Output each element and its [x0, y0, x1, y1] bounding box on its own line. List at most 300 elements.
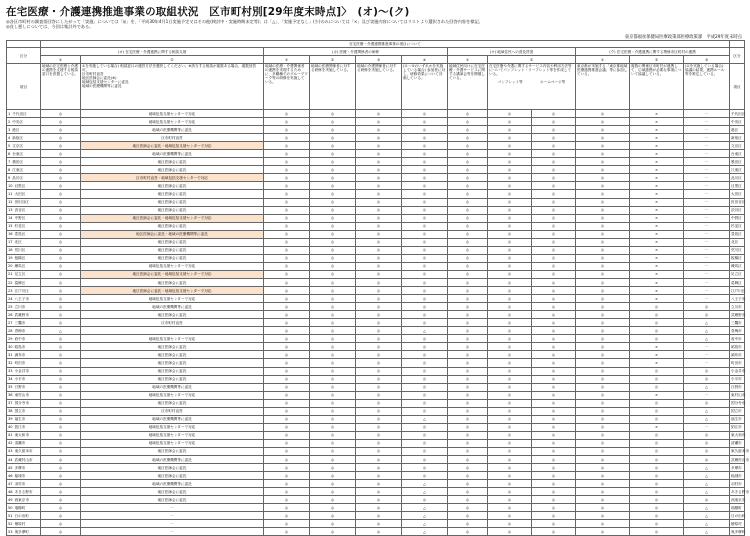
- status-cell: ◎: [264, 287, 310, 295]
- status-cell: △: [684, 327, 730, 335]
- status-cell: △: [684, 504, 730, 512]
- operation-method-cell: 地区医師会に委託: [81, 198, 264, 206]
- status-cell: ◎: [310, 504, 356, 512]
- municipality-name: [7, 254, 41, 262]
- municipality-label: 目黒区: [14, 183, 26, 188]
- municipality-name-right: 福生市: [730, 415, 745, 423]
- table-row: [7, 367, 745, 375]
- note-line: ◎良し悪しについては、今回は集計外である。: [6, 24, 94, 30]
- status-cell: ×: [630, 190, 684, 198]
- status-cell: ◎: [310, 528, 356, 536]
- status-cell: ◎: [488, 262, 532, 270]
- status-cell: －: [684, 343, 730, 351]
- status-cell: ◎: [41, 142, 81, 150]
- municipality-name: [7, 456, 41, 464]
- status-cell: ◎: [41, 512, 81, 520]
- operation-method-cell: 地区医師会に委託・地域包括支援センターで対応: [81, 214, 264, 222]
- status-cell: ◎: [41, 246, 81, 254]
- status-cell: ◎: [41, 198, 81, 206]
- municipality-name: [7, 391, 41, 399]
- status-cell: ◎: [532, 262, 576, 270]
- operation-method-cell: 地区医師会に委託: [81, 399, 264, 407]
- table-row: [7, 520, 745, 528]
- municipality-name-right: 三鷹市: [730, 319, 745, 327]
- status-cell: ◎: [488, 528, 532, 536]
- row-number: 44: [8, 457, 13, 462]
- status-cell: ◎: [356, 295, 402, 303]
- status-cell: ◎: [264, 375, 310, 383]
- status-cell: ◎: [488, 423, 532, 431]
- item-header-text: 在宅医療や介護に関するサービス内容や利用方法等についてパンフレット・リーフレット等を作成している。: [489, 64, 572, 76]
- status-cell: ◎: [576, 327, 630, 335]
- municipality-name-right: 清瀬市: [730, 439, 745, 447]
- municipality-name: [7, 439, 41, 447]
- status-cell: ◎: [532, 287, 576, 295]
- status-cell: ◎: [356, 158, 402, 166]
- status-cell: ◎: [532, 431, 576, 439]
- municipality-name-right: 青梅市: [730, 327, 745, 335]
- operation-method-cell: 地域包括支援センターで対応: [81, 431, 264, 439]
- group-header-ka: (カ) 医療・介護関係者の研修: [264, 48, 448, 56]
- status-cell: ◎: [532, 182, 576, 190]
- municipality-name: [7, 359, 41, 367]
- status-cell: ◎: [310, 222, 356, 230]
- status-cell: －: [684, 222, 730, 230]
- table-row: [7, 351, 745, 359]
- status-cell: ◎: [488, 431, 532, 439]
- koumoku-header-right: 項目: [730, 64, 745, 110]
- row-number: 4: [8, 135, 11, 140]
- municipality-name-right: 小金井市: [730, 367, 745, 375]
- status-cell: ◎: [402, 439, 448, 447]
- status-cell: ◎: [264, 488, 310, 496]
- municipality-label: 江戸川区: [14, 288, 29, 293]
- status-cell: ◎: [264, 206, 310, 214]
- table-row: [7, 456, 745, 464]
- status-cell: ◎: [448, 399, 488, 407]
- municipality-name: [7, 262, 41, 270]
- municipality-name-right: 奥多摩町: [730, 528, 745, 536]
- table-row: [7, 383, 745, 391]
- status-cell: ◎: [448, 110, 488, 118]
- status-cell: ◎: [532, 480, 576, 488]
- status-cell: ◎: [576, 359, 630, 367]
- municipality-name-right: 杉並区: [730, 222, 745, 230]
- municipality-name: [7, 423, 41, 431]
- status-cell: ◎: [576, 520, 630, 528]
- status-cell: ◎: [532, 126, 576, 134]
- status-cell: ◎: [264, 431, 310, 439]
- municipality-label: 三鷹市: [14, 320, 26, 325]
- status-cell: ◎: [532, 246, 576, 254]
- municipality-name: [7, 110, 41, 118]
- status-cell: ◎: [356, 456, 402, 464]
- row-number: 49: [8, 497, 13, 502]
- status-cell: ×: [630, 198, 684, 206]
- status-cell: ◎: [356, 118, 402, 126]
- num-header: ①: [576, 56, 630, 64]
- status-cell: ◎: [488, 399, 532, 407]
- row-number: 50: [8, 505, 13, 510]
- status-cell: ◎: [448, 431, 488, 439]
- table-row: [7, 431, 745, 439]
- status-cell: ◎: [310, 166, 356, 174]
- municipality-name: [7, 528, 41, 536]
- status-cell: ◎: [576, 311, 630, 319]
- status-cell: ◎: [356, 480, 402, 488]
- operation-method-cell: 地域包括支援センターで対応: [81, 335, 264, 343]
- status-cell: ◎: [356, 278, 402, 286]
- status-cell: ◎: [576, 496, 630, 504]
- status-cell: ◎: [488, 512, 532, 520]
- status-cell: ×: [630, 343, 684, 351]
- municipality-name: [7, 206, 41, 214]
- status-cell: ◎: [402, 110, 448, 118]
- status-cell: ◎: [576, 303, 630, 311]
- municipality-name-right: 荒川区: [730, 246, 745, 254]
- status-cell: ×: [630, 359, 684, 367]
- status-cell: ◎: [356, 222, 402, 230]
- municipality-label: あきる野市: [14, 489, 33, 494]
- row-number: 2: [8, 119, 11, 124]
- municipality-name-right: 江東区: [730, 166, 745, 174]
- status-cell: ×: [630, 174, 684, 182]
- status-cell: ◎: [532, 270, 576, 278]
- status-cell: ◎: [310, 295, 356, 303]
- status-cell: ×: [630, 278, 684, 286]
- status-cell: ◎: [488, 118, 532, 126]
- status-cell: ◎: [356, 262, 402, 270]
- status-cell: ◎: [576, 351, 630, 359]
- status-cell: ◎: [488, 456, 532, 464]
- status-cell: ◎: [310, 238, 356, 246]
- row-number: 30: [8, 344, 13, 349]
- status-cell: ◎: [41, 375, 81, 383]
- municipality-name-right: 八王子市: [730, 295, 745, 303]
- status-cell: ◎: [402, 359, 448, 367]
- status-cell: ◎: [310, 158, 356, 166]
- status-cell: ◎: [310, 254, 356, 262]
- status-cell: ◎: [448, 254, 488, 262]
- notes: [6, 19, 706, 29]
- table-row: [7, 407, 745, 415]
- status-cell: －: [684, 423, 730, 431]
- status-cell: ◎: [576, 335, 630, 343]
- table-row: [7, 391, 745, 399]
- operation-method-cell: 区市町村直営: [81, 134, 264, 142]
- status-cell: ◎: [264, 504, 310, 512]
- status-cell: ◎: [488, 303, 532, 311]
- municipality-name: [7, 472, 41, 480]
- status-cell: ◎: [448, 496, 488, 504]
- row-number: 3: [8, 127, 11, 132]
- status-cell: ◎: [41, 496, 81, 504]
- municipality-name: [7, 399, 41, 407]
- num-header: ②: [630, 56, 684, 64]
- status-cell: ◎: [310, 512, 356, 520]
- table-row: [7, 415, 745, 423]
- status-cell: ◎: [402, 166, 448, 174]
- row-number: 42: [8, 441, 13, 446]
- status-cell: －: [684, 351, 730, 359]
- status-cell: ◎: [310, 198, 356, 206]
- status-cell: ◎: [264, 311, 310, 319]
- status-cell: ◎: [576, 190, 630, 198]
- status-cell: ◎: [576, 504, 630, 512]
- status-cell: ◎: [41, 311, 81, 319]
- status-cell: ◎: [41, 423, 81, 431]
- status-cell: ◎: [448, 238, 488, 246]
- status-cell: ◎: [532, 190, 576, 198]
- status-cell: ◎: [448, 528, 488, 536]
- status-cell: ◎: [41, 182, 81, 190]
- status-cell: －: [684, 254, 730, 262]
- status-cell: ◎: [532, 423, 576, 431]
- status-cell: ◎: [356, 238, 402, 246]
- status-cell: －: [684, 118, 730, 126]
- status-cell: ◎: [402, 295, 448, 303]
- operation-method-cell: 区市町村直営: [81, 407, 264, 415]
- group-header-row: [7, 48, 745, 56]
- status-cell: ◎: [488, 520, 532, 528]
- status-cell: ◎: [630, 528, 684, 536]
- status-cell: ×: [630, 238, 684, 246]
- municipality-label: 江東区: [12, 167, 24, 172]
- municipality-name-right: 板橋区: [730, 254, 745, 262]
- municipality-name-right: 中野区: [730, 214, 745, 222]
- status-cell: ×: [630, 118, 684, 126]
- status-cell: －: [684, 214, 730, 222]
- status-cell: ◎: [532, 230, 576, 238]
- municipality-name: [7, 150, 41, 158]
- status-cell: ◎: [356, 439, 402, 447]
- status-cell: ×: [630, 166, 684, 174]
- status-cell: －: [684, 150, 730, 158]
- municipality-label: 調布市: [14, 352, 26, 357]
- municipality-name: [7, 214, 41, 222]
- status-cell: ◎: [488, 110, 532, 118]
- table-row: [7, 166, 745, 174]
- status-cell: ◎: [488, 472, 532, 480]
- status-cell: ◎: [264, 246, 310, 254]
- status-cell: ◎: [310, 488, 356, 496]
- table-row: [7, 206, 745, 214]
- status-cell: ◎: [41, 383, 81, 391]
- status-cell: ◎: [448, 262, 488, 270]
- ku-header: 区分: [7, 48, 41, 64]
- status-cell: △: [684, 480, 730, 488]
- operation-method-cell: 地区医師会に委託・地域包括支援センターで対応: [81, 270, 264, 278]
- table-row: [7, 359, 745, 367]
- table-row: [7, 150, 745, 158]
- sub-option: パンフレット等: [497, 80, 523, 84]
- status-cell: ◎: [356, 198, 402, 206]
- status-cell: ◎: [41, 407, 81, 415]
- status-cell: ◎: [264, 238, 310, 246]
- status-cell: ◎: [402, 246, 448, 254]
- status-cell: ◎: [356, 206, 402, 214]
- status-cell: ◎: [630, 456, 684, 464]
- sub-option: 地域包括支援センターに委託: [82, 80, 129, 84]
- status-cell: ◎: [310, 174, 356, 182]
- status-cell: ◎: [402, 311, 448, 319]
- status-cell: ◎: [310, 214, 356, 222]
- municipality-name-right: 豊島区: [730, 230, 745, 238]
- status-cell: △: [684, 528, 730, 536]
- municipality-name-right: 目黒区: [730, 182, 745, 190]
- status-cell: ◎: [356, 230, 402, 238]
- municipality-name-right: あきる野市: [730, 488, 745, 496]
- table-row: [7, 399, 745, 407]
- status-cell: ◎: [264, 126, 310, 134]
- status-cell: ◎: [402, 447, 448, 455]
- status-cell: ◎: [532, 399, 576, 407]
- municipality-name: [7, 278, 41, 286]
- status-cell: ◎: [356, 335, 402, 343]
- status-cell: ◎: [41, 303, 81, 311]
- status-cell: ◎: [356, 520, 402, 528]
- municipality-label: 渋谷区: [14, 208, 26, 213]
- status-cell: ◎: [264, 118, 310, 126]
- status-cell: ◎: [532, 214, 576, 222]
- status-cell: ◎: [402, 134, 448, 142]
- status-cell: ◎: [448, 222, 488, 230]
- status-cell: ◎: [402, 383, 448, 391]
- status-cell: ◎: [264, 166, 310, 174]
- status-cell: ◎: [488, 480, 532, 488]
- status-cell: ◎: [41, 110, 81, 118]
- status-cell: ◎: [576, 158, 630, 166]
- status-cell: －: [684, 206, 730, 214]
- municipality-name-right: 稲城市: [730, 472, 745, 480]
- municipality-label: 練馬区: [14, 264, 26, 269]
- status-cell: ◎: [356, 528, 402, 536]
- municipality-label: 八王子市: [14, 296, 29, 301]
- table-row: [7, 496, 745, 504]
- operation-method-cell: 地区医師会に委託・地域の医療機関等に委託: [81, 230, 264, 238]
- row-number: 23: [8, 288, 13, 293]
- status-cell: ◎: [264, 142, 310, 150]
- municipality-name-right: 西東京市: [730, 496, 745, 504]
- status-cell: ◎: [488, 343, 532, 351]
- municipality-name-right: 大田区: [730, 190, 745, 198]
- municipality-name-right: 国立市: [730, 407, 745, 415]
- table-row: [7, 287, 745, 295]
- municipality-name-right: 国分寺市: [730, 399, 745, 407]
- status-cell: ◎: [310, 480, 356, 488]
- num-header: ②: [81, 56, 264, 64]
- status-cell: ◎: [684, 447, 730, 455]
- sub-option: 地域の医療機関等に委託: [82, 84, 122, 88]
- status-cell: ◎: [488, 142, 532, 150]
- status-cell: ◎: [41, 278, 81, 286]
- status-cell: ◎: [356, 431, 402, 439]
- status-cell: ◎: [532, 174, 576, 182]
- status-cell: ×: [630, 287, 684, 295]
- status-cell: ◎: [41, 431, 81, 439]
- status-cell: －: [684, 270, 730, 278]
- status-cell: ◎: [630, 399, 684, 407]
- status-cell: ◎: [356, 126, 402, 134]
- status-cell: ◎: [532, 142, 576, 150]
- status-cell: ◎: [264, 270, 310, 278]
- status-cell: ×: [630, 158, 684, 166]
- status-cell: ◎: [264, 110, 310, 118]
- status-cell: ×: [630, 150, 684, 158]
- municipality-label: 大田区: [14, 191, 26, 196]
- row-number: 38: [8, 409, 13, 414]
- operation-method-cell: 地域の医療機関等に委託: [81, 415, 264, 423]
- status-cell: ◎: [576, 295, 630, 303]
- status-cell: ◎: [264, 335, 310, 343]
- status-cell: ◎: [448, 158, 488, 166]
- status-cell: ◎: [310, 270, 356, 278]
- status-cell: －: [684, 287, 730, 295]
- status-cell: ◎: [630, 464, 684, 472]
- status-cell: ◎: [310, 383, 356, 391]
- municipality-name: [7, 464, 41, 472]
- row-number: 6: [8, 151, 11, 156]
- status-cell: ◎: [264, 472, 310, 480]
- row-number: 33: [8, 369, 13, 374]
- status-cell: △: [402, 528, 448, 536]
- status-cell: ◎: [356, 383, 402, 391]
- status-cell: ◎: [532, 351, 576, 359]
- status-cell: ◎: [41, 222, 81, 230]
- status-cell: ◎: [488, 166, 532, 174]
- municipality-name-right: 江戸川区: [730, 287, 745, 295]
- municipality-name: [7, 311, 41, 319]
- item-header: (①～③のいずれかを実施している場合) 参加者に対し、研修効果について評価している。: [402, 64, 448, 110]
- municipality-name: [7, 488, 41, 496]
- table-row: [7, 174, 745, 182]
- municipality-label: 東久留米市: [14, 449, 33, 454]
- status-cell: ◎: [488, 496, 532, 504]
- status-cell: △: [684, 407, 730, 415]
- status-cell: ◎: [356, 399, 402, 407]
- row-number: 13: [8, 208, 13, 213]
- table-row: [7, 488, 745, 496]
- status-cell: ◎: [576, 383, 630, 391]
- status-cell: ◎: [264, 174, 310, 182]
- status-cell: ◎: [532, 528, 576, 536]
- status-cell: ◎: [41, 126, 81, 134]
- status-cell: ◎: [448, 206, 488, 214]
- status-cell: ◎: [576, 512, 630, 520]
- status-cell: ◎: [630, 480, 684, 488]
- municipality-name: [7, 126, 41, 134]
- municipality-name: [7, 415, 41, 423]
- status-cell: ◎: [576, 488, 630, 496]
- status-cell: ◎: [310, 311, 356, 319]
- row-number: 27: [8, 320, 13, 325]
- status-cell: ◎: [630, 512, 684, 520]
- table-row: [7, 278, 745, 286]
- table-row: [7, 423, 745, 431]
- municipality-name-right: 東村山市: [730, 391, 745, 399]
- status-cell: ◎: [310, 359, 356, 367]
- status-cell: ◎: [41, 464, 81, 472]
- municipality-name-right: 台東区: [730, 150, 745, 158]
- municipality-label: 瑞穂町: [14, 505, 26, 510]
- row-number: 19: [8, 256, 13, 261]
- municipality-name-right: 港区: [730, 126, 745, 134]
- municipality-label: 日野市: [14, 385, 26, 390]
- status-cell: －: [684, 198, 730, 206]
- operation-method-cell: 地区医師会に委託: [81, 488, 264, 496]
- status-cell: ◎: [448, 504, 488, 512]
- status-cell: ◎: [576, 262, 630, 270]
